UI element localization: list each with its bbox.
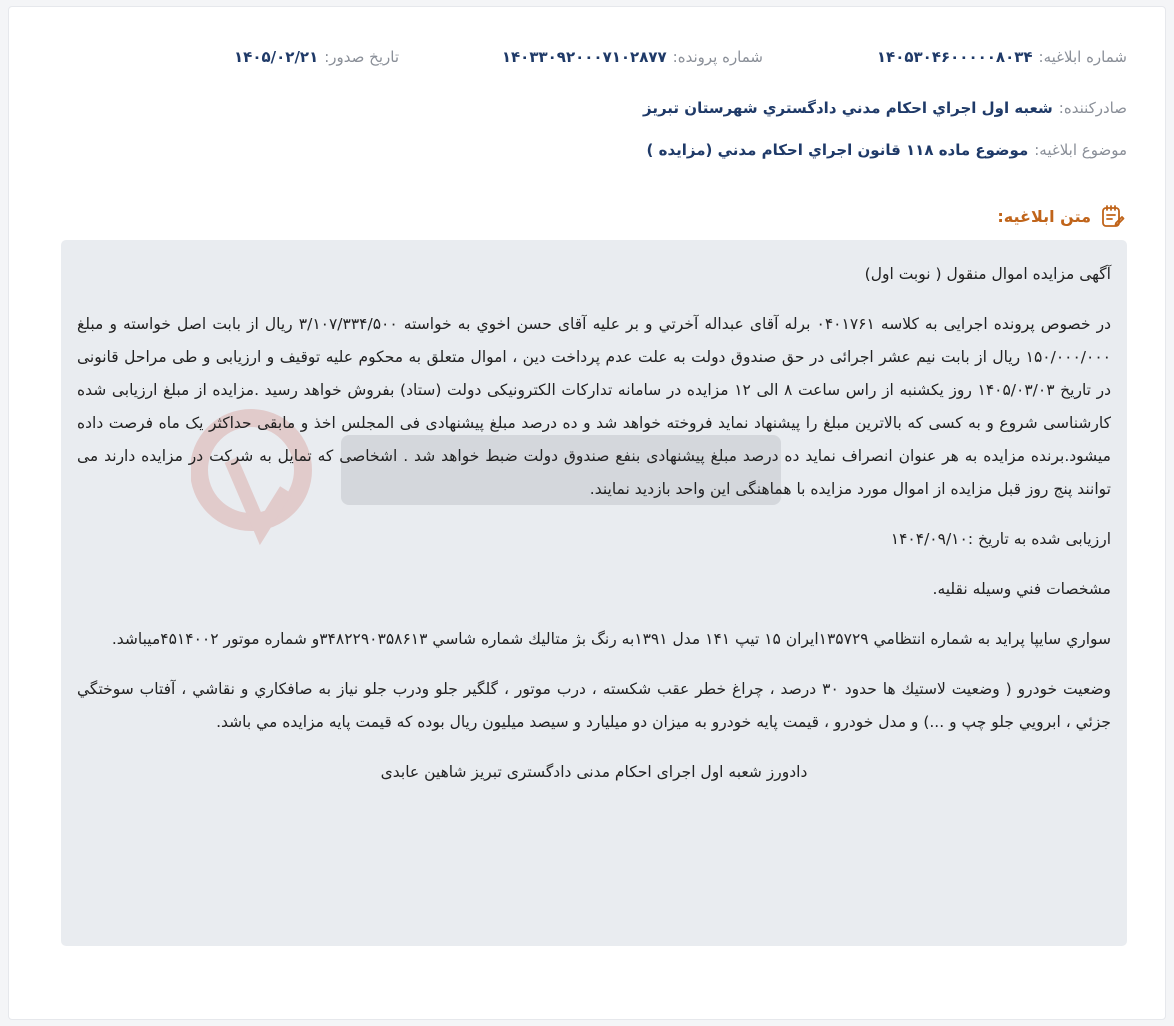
case-number-field: [502, 48, 763, 66]
notice-signature: دادورز شعبه اول اجرای احکام مدنی دادگستری تبریز شاهین عابدی: [380, 763, 808, 781]
notice-paragraph-main: در خصوص پرونده اجرایی به کلاسه ۰۴۰۱۷۶۱ برله آقای عبداله آخرتي و بر عليه آقای حسن اخوي به خواسته ۳/۱۰۷/۳۳۴/۵۰۰ ريال از بابت اصل خواسته و مبلغ ۱۵۰/۰۰۰/۰۰۰ ريال از بابت نیم عشر اجرائی در حق صندوق دولت به علت عدم پرداخت دین ، اموال متعلق به محکوم علیه توقیف و ارزیابی و طی مراحل قانونی در تاریخ ۱۴۰۵/۰۳/۰۳ روز یکشنبه از راس ساعت ۸ الی ۱۲ مزایده در سامانه تدارکات الکترونیکی دولت (ستاد) بفروش خواهد رسید .مزایده از مبلغ ارزیابی شده کارشناسی شروع و به کسی که بالاترین مبلغ را پیشنهاد نماید فروخته خواهد شد و ده درصد مبلغ پیشنهادی فی المجلس اخذ و مابقی حداکثر یک ماه فرصت داده میشود.برنده مزایده به هر عنوان انصراف نماید ده درصد مبلغ پیشنهادی بنفع صندوق دولت ضبط خواهد شد . اشخاصی که تمایل به شرکت در مزایده دارند می توانند پنج روز قبل مزایده از اموال مورد مزایده با هماهنگی این واحد بازدید نمایند.: [77, 315, 1112, 498]
notice-specs-title: مشخصات فني وسيله نقليه.: [932, 580, 1111, 598]
notice-vehicle-condition: وضعيت خودرو ( وضعيت لاستيك ها حدود ۳۰ درصد ، چراغ خطر عقب شكسته ، درب موتور ، گلگير جلو ودرب جلو نياز به صافكاري و نقاشي ، آفتاب سوختگي جزئي ، ابرويي جلو چپ و ...) و مدل خودرو ، قيمت پايه خودرو به ميزان دو ميليارد و سيصد ميليون ريال بوده كه قيمت پايه مزايده مي باشد.: [77, 680, 1111, 731]
notice-text-header: [997, 203, 1125, 229]
subject: موضوع ماده ۱۱۸ قانون اجراي احكام مدني (مزايده ): [646, 141, 1029, 159]
issue-date-field: [234, 48, 399, 66]
notice-appraisal-date: ارزيابی شده به تاريخ :۱۴۰۴/۰۹/۱۰: [890, 530, 1111, 548]
issuer-field: [47, 99, 1127, 117]
issuer-label: صادرکننده:: [1058, 99, 1127, 117]
notepad-icon: [1099, 203, 1125, 229]
notice-number: ۱۴۰۵۳۰۴۶۰۰۰۰۰۸۰۳۴: [876, 48, 1033, 66]
issuer: شعبه اول اجراي احكام مدني دادگستري شهرستان تبريز: [643, 99, 1053, 117]
case-number: ۱۴۰۳۳۰۹۲۰۰۰۷۱۰۲۸۷۷: [501, 48, 667, 66]
issue-date: ۱۴۰۵/۰۲/۲۱: [234, 48, 319, 66]
subject-field: [47, 141, 1127, 159]
case-number-label: شماره پرونده:: [672, 48, 763, 66]
notice-vehicle-description: سواري سايپا پرايد به شماره انتظامي ۱۳۵۷۲۹ايران ۱۵ تيپ ۱۴۱ مدل ۱۳۹۱به رنگ بژ متاليك شماره شاسي ۳۴۸۲۲۹۰۳۵۸۶۱۳و شماره موتور ۴۵۱۴۰۰۲ميباشد.: [111, 630, 1111, 648]
subject-label: موضوع ابلاغیه:: [1034, 141, 1127, 159]
notice-heading: آگهی مزایده اموال منقول ( نوبت اول): [864, 265, 1111, 283]
notice-body: [61, 240, 1127, 946]
notice-number-field: [877, 48, 1127, 66]
issue-date-label: تاریخ صدور:: [324, 48, 399, 66]
notice-page: [8, 6, 1166, 1020]
notice-content: [61, 240, 1127, 789]
notice-text-title: متن ابلاغیه:: [997, 206, 1091, 226]
notice-number-label: شماره ابلاغیه:: [1038, 48, 1127, 66]
